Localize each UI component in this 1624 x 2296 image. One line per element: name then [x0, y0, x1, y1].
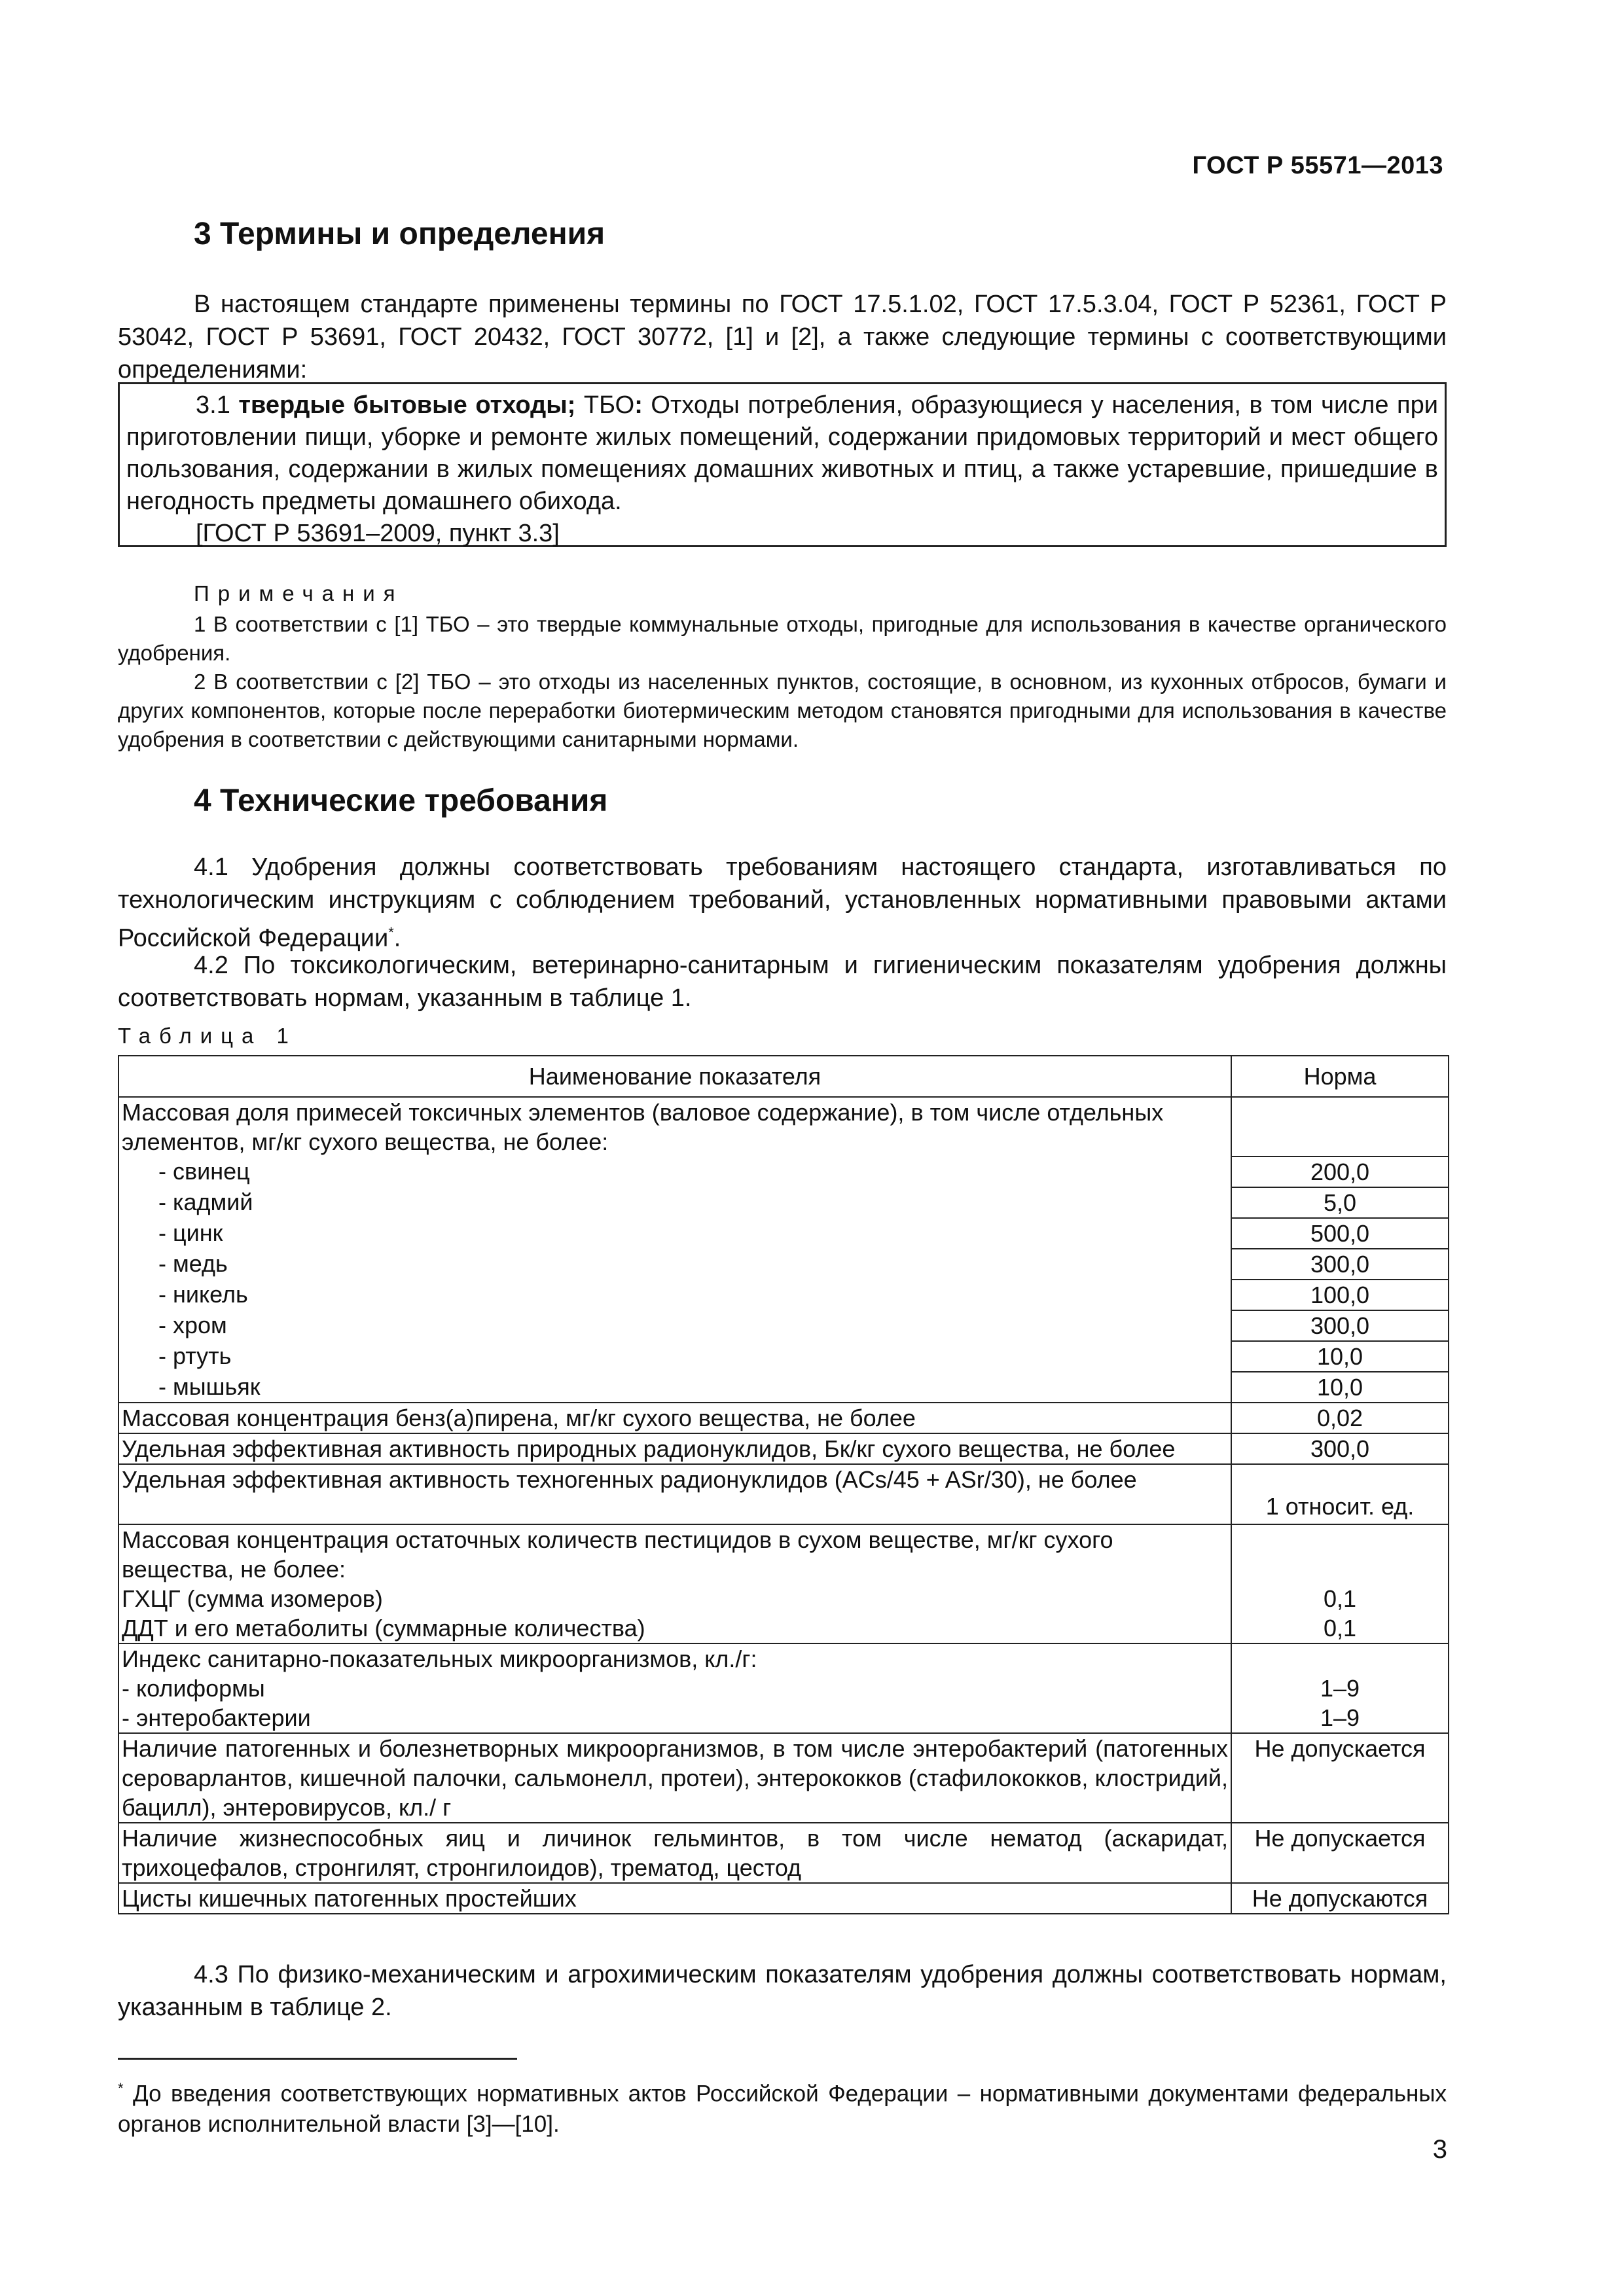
indicator-norm: 300,0 — [1231, 1433, 1449, 1464]
footnote-marker: * — [388, 924, 394, 941]
element-name: - свинец — [118, 1157, 1231, 1187]
table-row — [118, 1524, 1449, 1584]
paragraph-4-1 — [118, 851, 1447, 955]
column-header-name: Наименование показателя — [118, 1056, 1231, 1097]
element-name: - никель — [118, 1280, 1231, 1310]
table-row — [118, 1372, 1449, 1403]
indicator-name: Наличие жизнеспособных яиц и личинок гельминтов, в том числе нематод (аскаридат, трихоцефалов, стронгилят, стронгилоидов), трематод, цестод — [118, 1823, 1231, 1883]
paragraph-4-1-text: 4.1 Удобрения должны соответствовать требованиям настоящего стандарта, изготавливаться по технологическим инструкциям с соблюдением требований, установленных нормативными правовыми актами Российской Федерации — [118, 853, 1447, 952]
table-1 — [118, 1055, 1449, 1914]
table-row — [118, 1823, 1449, 1883]
page-number: 3 — [1432, 2135, 1447, 2164]
pesticides-heading: Массовая концентрация остаточных количеств пестицидов в сухом веществе, мг/кг сухого вещества, не более: — [118, 1524, 1231, 1584]
footnote-mark: * — [118, 2080, 124, 2096]
table-1-caption: Таблица 1 — [118, 1024, 297, 1048]
paragraph-4-1-end: . — [393, 924, 401, 952]
indicator-norm: 1–9 — [1231, 1703, 1449, 1733]
notes-title: Примечания — [194, 581, 404, 605]
paragraph-4-2: 4.2 По токсикологическим, ветеринарно-санитарным и гигиеническим показателям удобрения должны соответствовать нормам, указанным в таблице 1. — [118, 952, 1447, 1012]
element-name: - мышьяк — [118, 1372, 1231, 1403]
element-norm: 500,0 — [1231, 1218, 1449, 1249]
element-norm: 10,0 — [1231, 1341, 1449, 1372]
table-row — [118, 1883, 1449, 1914]
indicator-name: Массовая концентрация бенз(а)пирена, мг/кг сухого вещества, не более — [118, 1403, 1231, 1433]
table-row — [118, 1249, 1449, 1280]
indicator-norm: Не допускается — [1231, 1733, 1449, 1823]
indicator-name: ГХЦГ (сумма изомеров) — [118, 1584, 1231, 1613]
table-row — [118, 1218, 1449, 1249]
indicator-name: Удельная эффективная активность природных радионуклидов, Бк/кг сухого вещества, не более — [118, 1433, 1231, 1464]
element-norm: 10,0 — [1231, 1372, 1449, 1403]
term-source: [ГОСТ Р 53691–2009, пункт 3.3] — [196, 520, 560, 547]
element-name: - хром — [118, 1310, 1231, 1341]
table-row — [118, 1433, 1449, 1464]
table-row — [118, 1643, 1449, 1674]
toxic-elements-heading: Массовая доля примесей токсичных элементов (валовое содержание), в том числе отдельных элементов, мг/кг сухого вещества, не более: — [118, 1097, 1231, 1157]
microorganisms-heading: Индекс санитарно-показательных микроорганизмов, кл./г: — [118, 1643, 1231, 1674]
element-name: - кадмий — [118, 1187, 1231, 1218]
indicator-name: Наличие патогенных и болезнетворных микроорганизмов, в том числе энтеробактерий (патогенных сероварлантов, кишечной палочки, сальмонелл, протеи), энтерококков (стафилококков, клостридий, бацилл), энтеровирусов, кл./ г — [118, 1733, 1231, 1823]
table-row — [118, 1310, 1449, 1341]
paragraph-4-3: 4.3 По физико-механическим и агрохимическим показателям удобрения должны соответствовать нормам, указанным в таблице 2. — [118, 1961, 1447, 2021]
term-name: твердые бытовые отходы; — [238, 391, 576, 419]
indicator-norm: Не допускаются — [1231, 1883, 1449, 1914]
element-name: - медь — [118, 1249, 1231, 1280]
table-header-row — [118, 1056, 1449, 1097]
indicator-norm: 0,1 — [1231, 1584, 1449, 1613]
term-definition — [126, 389, 1438, 518]
footnote-divider — [118, 2058, 517, 2060]
term-colon: : — [634, 391, 643, 419]
table-row — [118, 1187, 1449, 1218]
indicator-norm: 0,02 — [1231, 1403, 1449, 1433]
table-row — [118, 1674, 1449, 1703]
indicator-name: - колиформы — [118, 1674, 1231, 1703]
element-norm: 100,0 — [1231, 1280, 1449, 1310]
element-norm: 300,0 — [1231, 1249, 1449, 1280]
indicator-norm: 0,1 — [1231, 1613, 1449, 1643]
table-row — [118, 1613, 1449, 1643]
table-row — [118, 1157, 1449, 1187]
table-row — [118, 1341, 1449, 1372]
element-norm: 200,0 — [1231, 1157, 1449, 1187]
term-definition-text: Отходы потребления, образующиеся у населения, в том числе при приготовлении пищи, уборке и ремонте жилых помещений, содержании придомовых территорий и мест общего пользования, содержании в жилых помещениях домашних животных и птиц, а также устаревшие, пришедшие в негодность предметы домашнего обихода. — [126, 391, 1438, 515]
standard-code: ГОСТ Р 55571—2013 — [1192, 152, 1443, 179]
element-norm: 5,0 — [1231, 1187, 1449, 1218]
note-1: 1 В соответствии с [1] ТБО – это твердые коммунальные отходы, пригодные для использования в качестве органического удобрения. — [118, 612, 1447, 665]
indicator-name: - энтеробактерии — [118, 1703, 1231, 1733]
indicator-norm: Не допускается — [1231, 1823, 1449, 1883]
section-3-intro: В настоящем стандарте применены термины по ГОСТ 17.5.1.02, ГОСТ 17.5.3.04, ГОСТ Р 52361, ГОСТ Р 53042, ГОСТ Р 53691, ГОСТ 20432, ГОСТ 30772, [1] и [2], а также следующие термины с соответствующими определениями: — [118, 291, 1447, 384]
term-definition-box — [118, 382, 1447, 547]
table-row — [118, 1703, 1449, 1733]
table-row — [118, 1464, 1449, 1524]
indicator-name: ДДТ и его метаболиты (суммарные количества) — [118, 1613, 1231, 1643]
term-abbreviation: ТБО — [575, 391, 635, 419]
table-row — [118, 1403, 1449, 1433]
element-name: - ртуть — [118, 1341, 1231, 1372]
element-name: - цинк — [118, 1218, 1231, 1249]
section-3-title: 3 Термины и определения — [194, 217, 605, 251]
indicator-norm: 1 относит. ед. — [1231, 1464, 1449, 1524]
column-header-norm: Норма — [1231, 1056, 1449, 1097]
table-row — [118, 1733, 1449, 1823]
table-row — [118, 1280, 1449, 1310]
indicator-name: Цисты кишечных патогенных простейших — [118, 1883, 1231, 1914]
section-4-title: 4 Технические требования — [194, 783, 608, 818]
indicator-name: Удельная эффективная активность техногенных радионуклидов (ACs/45 + ASr/30), не более — [118, 1464, 1231, 1524]
note-2: 2 В соответствии с [2] ТБО – это отходы из населенных пунктов, состоящие, в основном, из кухонных отбросов, бумаги и других компонентов, которые после переработки биотермическим методом становятся пригодными для использования в качестве удобрения в соответствии с действующими санитарными нормами. — [118, 670, 1447, 751]
term-number: 3.1 — [196, 391, 239, 419]
footnote-text: До введения соответствующих нормативных актов Российской Федерации – нормативными документами федеральных органов исполнительной власти [3]—[10]. — [118, 2081, 1447, 2137]
table-row — [118, 1097, 1449, 1157]
indicator-norm: 1–9 — [1231, 1674, 1449, 1703]
footnote — [118, 2073, 1447, 2140]
table-row — [118, 1584, 1449, 1613]
element-norm: 300,0 — [1231, 1310, 1449, 1341]
